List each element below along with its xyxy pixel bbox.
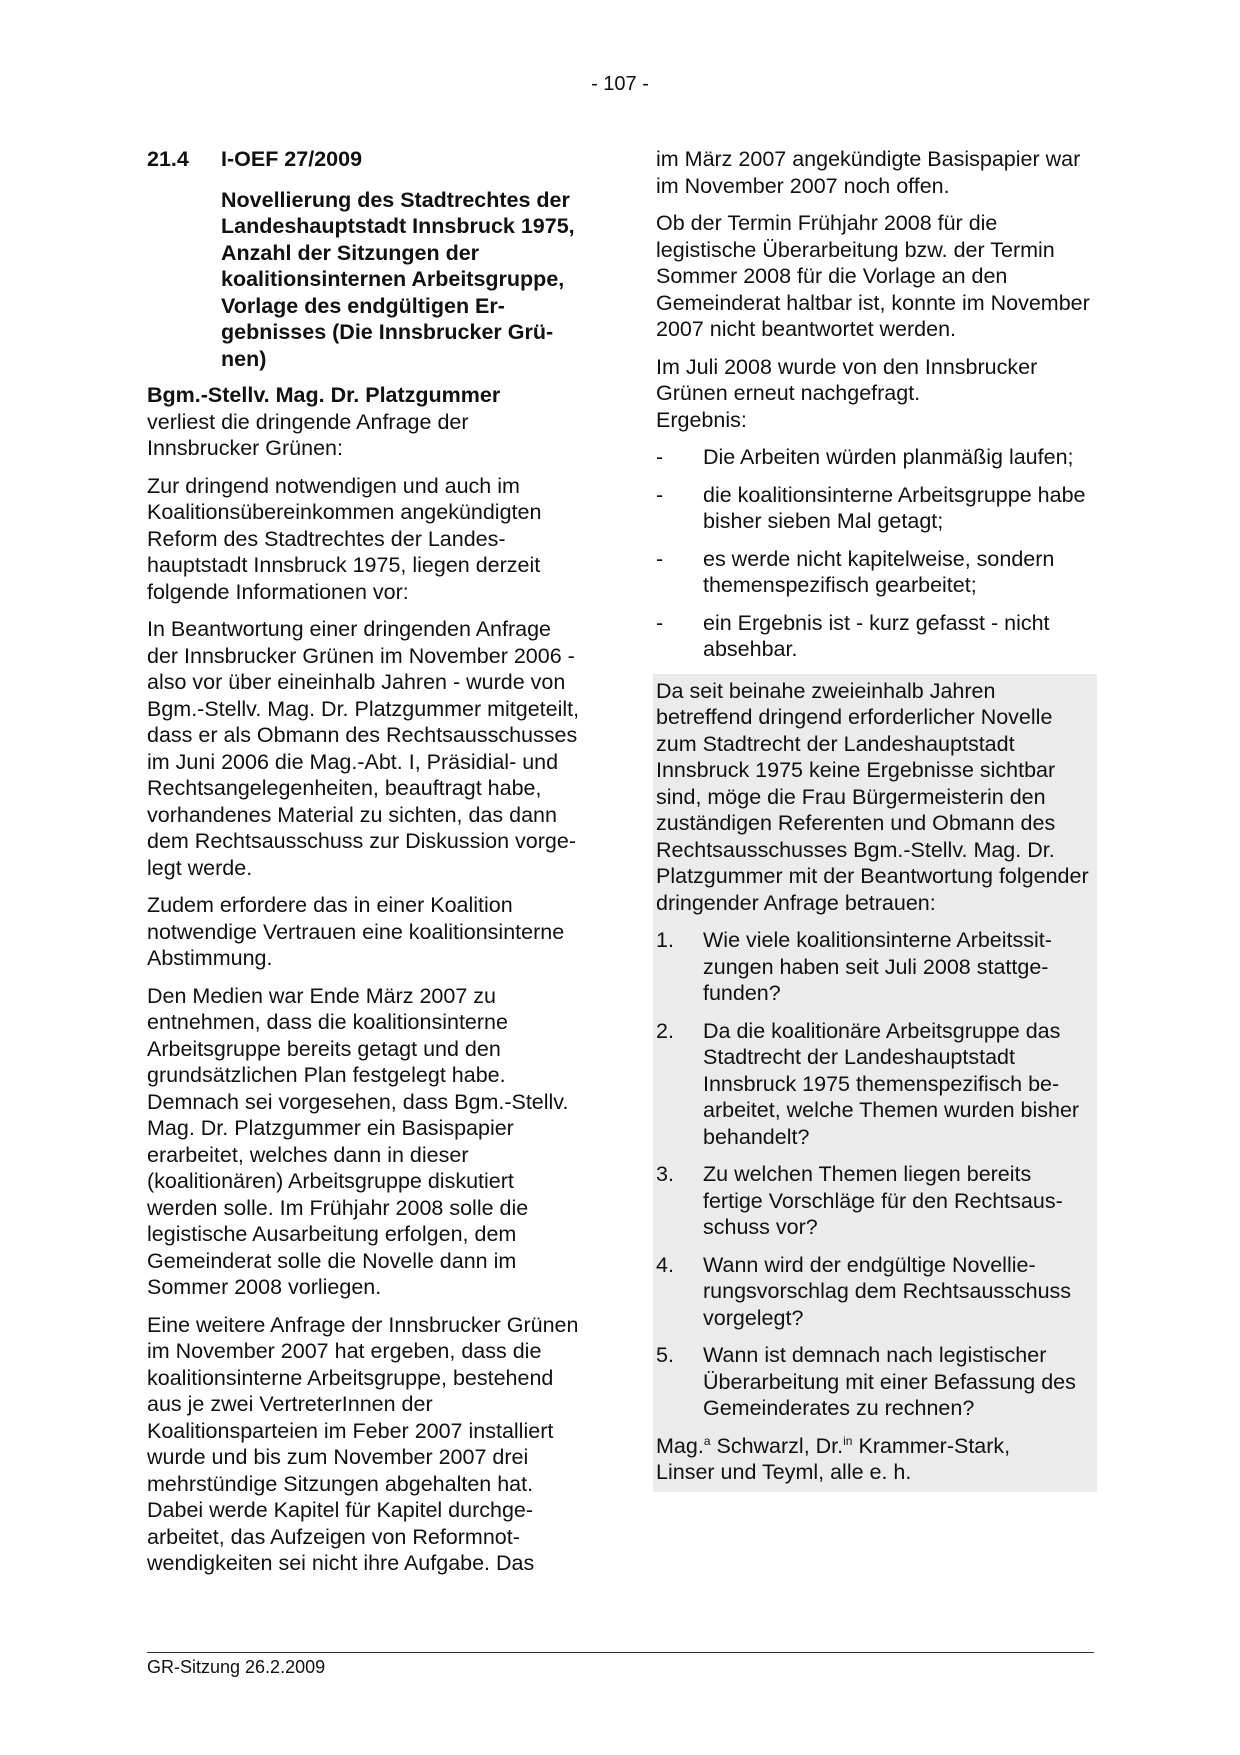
dash-marker: -	[656, 546, 664, 571]
question-item	[656, 1161, 1094, 1241]
agenda-item-heading	[147, 146, 585, 173]
left-column	[147, 146, 585, 1588]
question-text: Wann wird der endgültige Novellierungsvorschlag dem Rechtsausschuss vorgelegt?	[703, 1252, 1072, 1330]
agenda-item-code: I-OEF 27/2009	[221, 147, 363, 171]
right-column	[656, 146, 1094, 1492]
agenda-item-title: Novellierung des Stadtrechtes der Landeshauptstadt Innsbruck 1975, Anzahl der Sitzungen der koalitionsinternen Arbeitsgruppe, Vorlage des endgültigen Ergebnisses (Die Innsbrucker Grünen)	[221, 187, 575, 371]
july-paragraph	[656, 354, 1094, 434]
question-text: Wie viele koalitionsinterne Arbeitssitzungen haben seit Juli 2008 stattgefunden?	[703, 928, 1052, 1005]
question-number: 3.	[656, 1162, 674, 1186]
footer-divider	[147, 1652, 1094, 1653]
dash-marker: -	[656, 610, 664, 635]
signature-mag: Mag.	[656, 1433, 704, 1458]
page-number: - 107 -	[591, 73, 649, 95]
signature-sup-a: a	[703, 1433, 711, 1448]
list-item	[656, 482, 1094, 535]
signature-sup-in: in	[843, 1433, 853, 1448]
question-item	[656, 1018, 1094, 1151]
signature-line2: Linser und Teyml, alle e. h.	[656, 1460, 912, 1484]
signature-schwarzl: Schwarzl, Dr.	[710, 1433, 844, 1458]
question-item	[656, 927, 1094, 1007]
list-item	[656, 444, 1094, 471]
list-item-text: die koalitionsinterne Arbeitsgruppe habe bisher sieben Mal getagt;	[703, 482, 1086, 533]
result-label: Ergebnis:	[656, 407, 747, 432]
question-text: Zu welchen Themen liegen bereits fertige Vorschläge für den Rechtsausschuss vor?	[703, 1162, 1063, 1239]
inquiry-box	[653, 674, 1097, 1492]
speaker-paragraph	[147, 382, 585, 462]
signature-block	[656, 1433, 1094, 1486]
question-number: 1.	[656, 928, 674, 952]
question-item	[656, 1342, 1094, 1422]
body-paragraph: Den Medien war Ende März 2007 zu entnehmen, dass die koalitionsinterne Arbeitsgruppe bereits getagt und den grundsätzlichen Plan festgelegt habe. Demnach sei vorgesehen, dass Bgm.-Stellv. Mag. Dr. Platzgummer ein Basispapier erarbeitet, welches dann in dieser (koalitionären) Arbeitsgruppe diskutiert werden solle. Im Frühjahr 2008 solle die legistische Ausarbeitung erfolgen, dem Gemeinderat solle die Novelle dann im Sommer 2008 vorliegen.	[147, 983, 569, 1299]
list-item-text: ein Ergebnis ist - kurz gefasst - nicht absehbar.	[703, 610, 1050, 661]
question-number: 2.	[656, 1018, 674, 1043]
question-number: 5.	[656, 1343, 674, 1367]
list-item	[656, 546, 1094, 599]
speaker-text: verliest die dringende Anfrage der Innsbrucker Grünen:	[147, 409, 469, 460]
footer-text: GR-Sitzung 26.2.2009	[147, 1657, 326, 1677]
list-item-text: Die Arbeiten würden planmäßig laufen;	[703, 445, 1074, 469]
body-paragraph: im März 2007 angekündigte Basispapier war im November 2007 noch offen.	[656, 147, 1081, 198]
body-paragraph: Zudem erfordere das in einer Koalition notwendige Vertrauen eine koalitionsinterne Abstimmung.	[147, 893, 565, 970]
july-line: Im Juli 2008 wurde von den Innsbrucker Grünen erneut nachgefragt.	[656, 354, 1038, 405]
list-item-text: es werde nicht kapitelweise, sondern themenspezifisch gearbeitet;	[703, 546, 1055, 597]
question-text: Wann ist demnach nach legistischer Überarbeitung mit einer Befassung des Gemeinderates zu rechnen?	[703, 1343, 1076, 1420]
dash-marker: -	[656, 482, 664, 507]
body-paragraph: In Beantwortung einer dringenden Anfrage der Innsbrucker Grünen im November 2006 - also vor über eineinhalb Jahren - wurde von Bgm.-Stellv. Mag. Dr. Platzgummer mitgeteilt, dass er als Obmann des Rechtsausschusses im Juni 2006 die Mag.-Abt. I, Präsidial- und Rechtsangelegenheiten, beauftragt habe, vorhandenes Material zu sichten, das dann dem Rechtsausschuss zur Diskussion vorgelegt werde.	[147, 617, 580, 880]
agenda-item-number: 21.4	[147, 147, 189, 171]
body-paragraph: Eine weitere Anfrage der Innsbrucker Grünen im November 2007 hat ergeben, dass die koalitionsinterne Arbeitsgruppe, bestehend aus je zwei VertreterInnen der Koalitionsparteien im Feber 2007 installiert wurde und bis zum November 2007 drei mehrstündige Sitzungen abgehalten hat. Dabei werde Kapitel für Kapitel durchgearbeitet, das Aufzeigen von Reformnotwendigkeiten sei nicht ihre Aufgabe. Das	[147, 1312, 579, 1575]
body-paragraph: Zur dringend notwendigen und auch im Koalitionsübereinkommen angekündigten Reform des Stadtrechtes der Landeshauptstadt Innsbruck 1975, liegen derzeit folgende Informationen vor:	[147, 473, 542, 604]
question-number: 4.	[656, 1252, 674, 1277]
signature-krammer: Krammer-Stark,	[852, 1433, 1011, 1458]
list-item	[656, 610, 1094, 663]
question-item	[656, 1252, 1094, 1332]
dash-marker: -	[656, 445, 664, 469]
inquiry-intro: Da seit beinahe zweieinhalb Jahren betreffend dringend erforderlicher Novelle zum Stadtrecht der Landeshauptstadt Innsbruck 1975 keine Ergebnisse sichtbar sind, möge die Frau Bürgermeisterin den zuständigen Referenten und Obmann des Rechtsausschusses Bgm.-Stellv. Mag. Dr. Platzgummer mit der Beantwortung folgender dringender Anfrage betrauen:	[656, 678, 1089, 915]
speaker-name: Bgm.-Stellv. Mag. Dr. Platzgummer	[147, 383, 501, 407]
question-text: Da die koalitionäre Arbeitsgruppe das Stadtrecht der Landeshauptstadt Innsbruck 1975 themenspezifisch bearbeitet, welche Themen wurden bisher behandelt?	[703, 1018, 1080, 1149]
body-paragraph: Ob der Termin Frühjahr 2008 für die legistische Überarbeitung bzw. der Termin Sommer 2008 für die Vorlage an den Gemeinderat haltbar ist, konnte im November 2007 nicht beantwortet werden.	[656, 211, 1090, 341]
